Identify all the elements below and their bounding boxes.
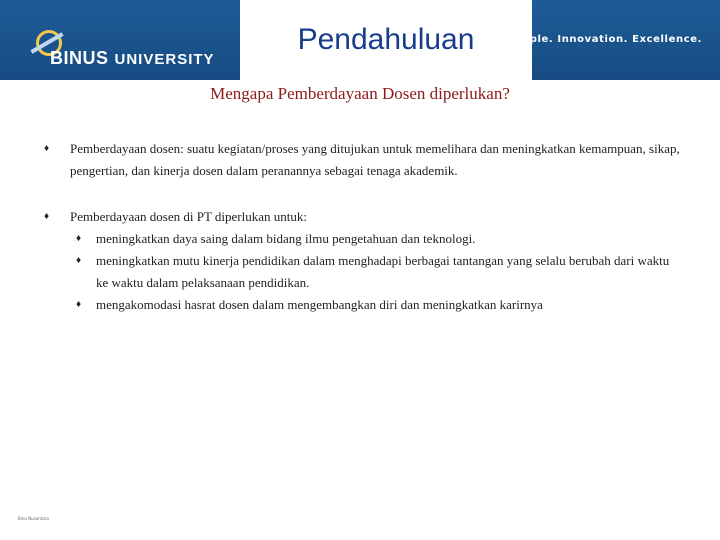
diamond-bullet-icon: ♦ bbox=[76, 255, 82, 266]
bullet-text: Pemberdayaan dosen: suatu kegiatan/proses yang ditujukan untuk memelihara dan meningkatkan kemampuan, sikap, pengertian, dan kinerja dosen dalam peranannya sebagai tenaga akademik. bbox=[70, 141, 680, 178]
title-box bbox=[240, 0, 532, 80]
bullet-text: Pemberdayaan dosen di PT diperlukan untuk: bbox=[70, 209, 307, 224]
sub-bullet-item bbox=[70, 228, 680, 250]
sub-bullet-item bbox=[70, 250, 680, 294]
sub-bullet-item bbox=[70, 294, 680, 316]
bullet-list bbox=[40, 138, 680, 316]
sub-bullet-text: meningkatkan daya saing dalam bidang ilmu pengetahuan dan teknologi. bbox=[96, 231, 476, 246]
binus-logo bbox=[14, 12, 214, 72]
sub-bullet-text: meningkatkan mutu kinerja pendidikan dalam menghadapi berbagai tantangan yang selalu berubah dari waktu ke waktu dalam pelaksanaan pendidikan. bbox=[96, 253, 670, 290]
footer-text: Bina Nusantara bbox=[18, 516, 49, 521]
page-title: Pendahuluan bbox=[297, 23, 475, 56]
sub-bullet-text: mengakomodasi hasrat dosen dalam mengembangkan diri dan meningkatkan karirnya bbox=[96, 297, 543, 312]
tagline: People. Innovation. Excellence. bbox=[506, 34, 702, 45]
diamond-bullet-icon: ♦ bbox=[76, 299, 82, 310]
diamond-bullet-icon: ♦ bbox=[44, 211, 50, 222]
header-bar bbox=[0, 0, 720, 80]
logo-suffix: UNIVERSITY bbox=[114, 51, 215, 68]
diamond-bullet-icon: ♦ bbox=[44, 143, 50, 154]
bullet-item bbox=[40, 206, 680, 228]
bullet-item bbox=[40, 138, 680, 182]
diamond-bullet-icon: ♦ bbox=[76, 233, 82, 244]
slide-subtitle: Mengapa Pemberdayaan Dosen diperlukan? bbox=[210, 84, 510, 103]
logo-brand: BINUS bbox=[50, 48, 109, 68]
